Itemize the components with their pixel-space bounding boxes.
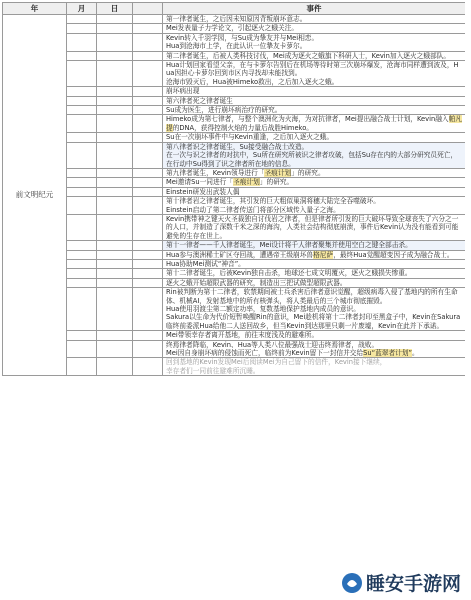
month-cell (67, 241, 97, 250)
event-cell (163, 15, 466, 24)
month-cell (67, 96, 97, 105)
timeline-row (3, 168, 466, 177)
highlighted-term: 格尼萨 (313, 250, 334, 259)
event-text: Hua计划回家看望父亲，在与卡萝尔告别后在机场等待时第三次崩坏爆发，沧海市同样遭到波及，Hua因担心卡萝尔回到市区内寻找却未能找到。 沧海市毁灭后，Hua被Himeko救出，之后加入逐火之蛾。 (166, 61, 459, 86)
event-cell (163, 168, 466, 177)
timeline-row (3, 214, 466, 240)
timeline-row (3, 51, 466, 60)
event-cell (163, 61, 466, 87)
timeline-row (3, 115, 466, 133)
event-cell (163, 142, 466, 168)
event-cell (163, 278, 466, 287)
event-cell (163, 259, 466, 268)
timeline-row (3, 24, 466, 33)
day-cell (97, 340, 133, 358)
spacer-cell (133, 178, 163, 187)
highlighted-term: Su“蓝翠者计划” (363, 349, 413, 358)
event-text: 第九律者诞生，Kevin领导进行「圣痕计划」的研究。 (166, 168, 325, 177)
event-text: Himeko成为第七律者，与整个澳洲化为火海，为对抗律者，Mei提出融合战士计划，Kevin融入帕凡提的DNA，获得控制火焰的力量后战胜Himeko。 (166, 115, 462, 132)
event-cell (163, 269, 466, 278)
spacer-cell (133, 241, 163, 250)
timeline-row (3, 133, 466, 142)
event-text: 第十一律者——千人律者诞生，Mei设计将千人律者聚集并使用空白之键全部击杀。 (166, 241, 412, 250)
month-cell (67, 15, 97, 24)
timeline-row (3, 142, 466, 168)
timeline-row (3, 106, 466, 115)
event-cell (163, 197, 466, 215)
event-text: 第八律者识之律者诞生，Su接受融合战士改造。 在一次与识之律者的对抗中，Su所在研究所被识之律者攻破，包括Su存在内的大部分研究员死亡，在行动中Su得到了识之律者所在地的信息。 (166, 142, 458, 168)
spacer-cell (133, 15, 163, 24)
event-text: 终焉律者降临，Kevin、Hua等人类八位最强战士迎击终焉律者，战败。 Mei因自身崩坏病的侵蚀而死亡，临终前为Kevin留下一封信并交给Su“蓝翠者计划”。 (166, 340, 419, 358)
spacer-cell (133, 331, 163, 340)
day-cell (97, 269, 133, 278)
spacer-cell (133, 269, 163, 278)
event-text: 第二律者诞生，后被人类科技讨伐，Mei成为逐火之蛾旗下科研人士，Kevin加入逐火之蛾部队。 (166, 51, 451, 60)
day-cell (97, 87, 133, 96)
timeline-row (3, 197, 466, 215)
event-cell (163, 331, 466, 340)
timeline-row (3, 259, 466, 268)
month-cell (67, 106, 97, 115)
spacer-cell (133, 61, 163, 87)
timeline-table (2, 2, 465, 376)
timeline-row (3, 288, 466, 331)
month-cell (67, 133, 97, 142)
spacer-cell (133, 358, 163, 376)
day-cell (97, 106, 133, 115)
event-cell (163, 178, 466, 187)
spacer-cell (133, 24, 163, 33)
event-text: Hua协助Mei测试“神音”。 (166, 259, 245, 268)
highlighted-term: 帕凡提 (166, 115, 462, 132)
day-cell (97, 331, 133, 340)
month-cell (67, 51, 97, 60)
watermark-logo-icon (341, 572, 363, 594)
spacer-cell (133, 87, 163, 96)
spacer-cell (133, 278, 163, 287)
header-day: 日 (97, 3, 133, 15)
event-text: 第十二律者诞生，后被Kevin独自击杀，地球还七成文明覆灭，逐火之蛾损失惨重。 (166, 269, 412, 278)
day-cell (97, 96, 133, 105)
event-cell (163, 250, 466, 259)
spacer-cell (133, 115, 163, 133)
event-text: Mei邀请Su一同进行「圣痕计划」的研究。 (166, 178, 294, 187)
month-cell (67, 358, 97, 376)
event-text: 回到基地的Kevin发现Mei后阅读Mei为自己留下的信件，Kevin接下继续， 幸存者们一同前往避难所沉睡。 (166, 358, 387, 375)
timeline-row (3, 269, 466, 278)
watermark-text: 睡安手游网 (365, 573, 461, 595)
month-cell (67, 187, 97, 196)
event-text: 崩坏病出现 (166, 87, 200, 96)
month-cell (67, 250, 97, 259)
timeline-row (3, 331, 466, 340)
event-cell (163, 87, 466, 96)
month-cell (67, 278, 97, 287)
event-text: Kevin携带神之键天火圣裁独自讨伐岩之律者，但是律者所引发的巨大破坏导致全球丧失了六分之一的人口，并制造了深数千米之深的海沟，人类社会结构彻底崩溃，事件后Kevin认为没有能看到可能避免的生存在世上。 (166, 214, 459, 240)
watermark (341, 569, 461, 596)
timeline-row (3, 358, 466, 376)
event-cell (163, 187, 466, 196)
timeline-row (3, 178, 466, 187)
day-cell (97, 178, 133, 187)
spacer-cell (133, 214, 163, 240)
day-cell (97, 259, 133, 268)
event-text: Su成为医生，进行崩坏病治疗的研究。 (166, 106, 282, 115)
spacer-cell (133, 187, 163, 196)
event-cell (163, 24, 466, 33)
month-cell (67, 87, 97, 96)
day-cell (97, 15, 133, 24)
spacer-cell (133, 259, 163, 268)
day-cell (97, 288, 133, 331)
spacer-cell (133, 142, 163, 168)
timeline-row (3, 250, 466, 259)
month-cell (67, 61, 97, 87)
event-cell (163, 115, 466, 133)
month-cell (67, 115, 97, 133)
spacer-cell (133, 51, 163, 60)
event-cell (163, 288, 466, 331)
event-text: Hua参与澳洲稀土矿区夺回战，遭遇帝王级崩坏兽格尼萨，最终Hua觉醒超变因子成为融合战士。 (166, 250, 454, 259)
month-cell (67, 214, 97, 240)
timeline-row (3, 87, 466, 96)
header-month: 月 (67, 3, 97, 15)
spacer-cell (133, 168, 163, 177)
header-spacer (133, 3, 163, 15)
event-text: 逐火之蛾开始超限武器的研究，制造出三把试做型超限武器。 (166, 278, 347, 287)
event-text: Rin被判断为第十二律者，软禁期间被士兵杀害后律者意识觉醒，超级病毒入侵了基地内的所有生命体、机械AI，发射基地中的所有核弹头，将人类最后的三个城市彻底摧毁。 Hua使用羽渡尘第二额定功率，复数基地保护基地内成员的意识。 Sakura以生命为代价短暂唤醒Rin的意识，Mei趁机将第十二律者封印至黑盒子中，Kevin在Sakura临终前委派Hua给他二人送回故乡，但当Kevin到达那里只剩一片废墟，Kevin在此并下承诺。 (166, 288, 461, 330)
event-text: Kevin转入千羽学园，与Su成为挚友并与Mei相恋。 Hua到沧海市上学，在此认识一位摯友卡萝尔。 (166, 33, 319, 51)
highlighted-term: 圣痕计划 (233, 178, 260, 187)
month-cell (67, 142, 97, 168)
spacer-cell (133, 288, 163, 331)
spacer-cell (133, 340, 163, 358)
month-cell (67, 168, 97, 177)
event-cell (163, 214, 466, 240)
spacer-cell (133, 96, 163, 105)
month-cell (67, 197, 97, 215)
day-cell (97, 142, 133, 168)
header-event: 事件 (163, 3, 466, 15)
timeline-sheet (2, 2, 465, 598)
timeline-row (3, 96, 466, 105)
header-row (3, 3, 466, 15)
event-cell (163, 51, 466, 60)
event-text: Mei带领幸存者离开基地，前往末度浅及的避难所。 (166, 331, 319, 340)
spacer-cell (133, 197, 163, 215)
spacer-cell (133, 106, 163, 115)
event-cell (163, 241, 466, 250)
event-cell (163, 133, 466, 142)
month-cell (67, 178, 97, 187)
month-cell (67, 259, 97, 268)
spacer-cell (133, 250, 163, 259)
month-cell (67, 331, 97, 340)
day-cell (97, 278, 133, 287)
spacer-cell (133, 33, 163, 51)
day-cell (97, 187, 133, 196)
month-cell (67, 340, 97, 358)
event-text: Einstein研发出武装人偶 (166, 187, 240, 196)
event-cell (163, 106, 466, 115)
day-cell (97, 197, 133, 215)
event-text: Su在一次崩坏事件中与Kevin重逢，之后加入逐火之蛾。 (166, 133, 334, 142)
event-cell (163, 96, 466, 105)
timeline-row (3, 187, 466, 196)
day-cell (97, 133, 133, 142)
day-cell (97, 61, 133, 87)
event-text: 第一律者诞生，之后因未知原因背叛崩坏意志。 (166, 15, 307, 23)
day-cell (97, 115, 133, 133)
header-year: 年 (3, 3, 67, 15)
spacer-cell (133, 133, 163, 142)
day-cell (97, 33, 133, 51)
month-cell (67, 33, 97, 51)
highlighted-term: 圣痕计划 (264, 168, 292, 177)
event-cell (163, 340, 466, 358)
month-cell (67, 269, 97, 278)
timeline-row (3, 61, 466, 87)
timeline-row (3, 278, 466, 287)
event-text: 第十律者岩之律者诞生，其引发的巨大粗似巢洞将穗大陆完全吞噬破坏。 Einstein启动了第二律者传送门将部分区域传入量子之海。 (166, 197, 380, 214)
era-cell: 前文明纪元 (3, 15, 67, 376)
event-text: Mei发表量子力学论文，引起逐火之蛾关注。 (166, 24, 299, 33)
timeline-row (3, 340, 466, 358)
timeline-row (3, 15, 466, 24)
event-text: 第六律者死之律者诞生 (166, 96, 233, 105)
day-cell (97, 250, 133, 259)
day-cell (97, 241, 133, 250)
day-cell (97, 358, 133, 376)
timeline-row (3, 33, 466, 51)
day-cell (97, 168, 133, 177)
event-cell (163, 358, 466, 376)
month-cell (67, 24, 97, 33)
day-cell (97, 24, 133, 33)
timeline-row (3, 241, 466, 250)
month-cell (67, 288, 97, 331)
event-cell (163, 33, 466, 51)
day-cell (97, 51, 133, 60)
day-cell (97, 214, 133, 240)
